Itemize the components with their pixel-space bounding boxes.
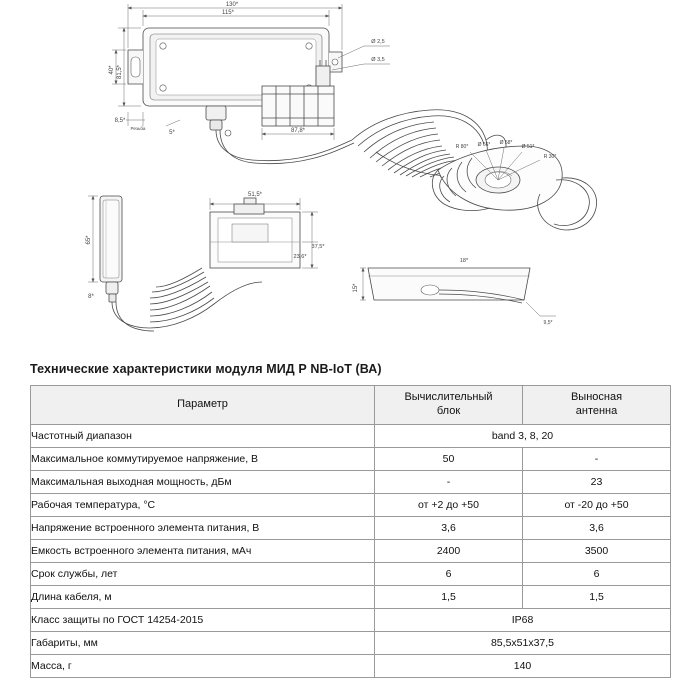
- svg-text:Ø 2,5: Ø 2,5: [371, 39, 385, 45]
- table-row: [31, 655, 671, 678]
- table-row: [31, 517, 671, 540]
- table-row: [31, 494, 671, 517]
- row-parameter: Максимальная выходная мощность, дБм: [31, 471, 375, 494]
- table-body: [31, 425, 671, 678]
- table-row: [31, 540, 671, 563]
- table-header-row: [31, 386, 671, 425]
- header-remote-antenna: [523, 386, 671, 425]
- row-value-b: от -20 до +50: [523, 494, 671, 517]
- specification-table: [30, 385, 671, 678]
- row-value-merged: 85,5x51x37,5: [375, 632, 671, 655]
- svg-text:23,6*: 23,6*: [293, 254, 307, 260]
- header-remote-antenna-line1: Выносная: [570, 391, 623, 404]
- svg-text:81,5*: 81,5*: [117, 64, 123, 80]
- table-row: [31, 632, 671, 655]
- row-value-a: 6: [375, 563, 523, 586]
- row-value-b: 3500: [523, 540, 671, 563]
- svg-text:9,5*: 9,5*: [543, 320, 553, 326]
- specification-section: [30, 362, 670, 678]
- svg-text:65*: 65*: [86, 235, 92, 245]
- row-value-merged: IP68: [375, 609, 671, 632]
- svg-text:Ø 58*: Ø 58*: [499, 140, 513, 146]
- row-value-a: 3,6: [375, 517, 523, 540]
- row-value-a: 2400: [375, 540, 523, 563]
- row-value-a: -: [375, 471, 523, 494]
- row-parameter: Масса, г: [31, 655, 375, 678]
- row-value-a: 50: [375, 448, 523, 471]
- svg-text:40*: 40*: [109, 65, 115, 75]
- svg-text:8,5*: 8,5*: [114, 118, 126, 124]
- header-computing-unit: [375, 386, 523, 425]
- svg-text:51,5*: 51,5*: [247, 192, 263, 198]
- row-value-b: 3,6: [523, 517, 671, 540]
- svg-text:8*: 8*: [88, 294, 94, 300]
- svg-text:37,5*: 37,5*: [311, 244, 325, 250]
- row-value-a: от +2 до +50: [375, 494, 523, 517]
- row-value-merged: 140: [375, 655, 671, 678]
- svg-text:18*: 18*: [459, 258, 469, 264]
- row-value-b: 6: [523, 563, 671, 586]
- header-computing-unit-line1: Вычислительный: [404, 391, 493, 404]
- row-parameter: Емкость встроенного элемента питания, мАч: [31, 540, 375, 563]
- svg-text:R 80*: R 80*: [455, 144, 469, 150]
- table-row: [31, 448, 671, 471]
- table-row: [31, 563, 671, 586]
- svg-text:115*: 115*: [222, 10, 234, 16]
- row-parameter: Напряжение встроенного элемента питания, В: [31, 517, 375, 540]
- table-header: [31, 386, 671, 425]
- svg-text:130*: 130*: [225, 2, 239, 8]
- svg-text:Ø 66*: Ø 66*: [477, 142, 491, 148]
- row-parameter: Рабочая температура, °С: [31, 494, 375, 517]
- header-computing-unit-line2: блок: [436, 405, 461, 417]
- row-parameter: Класс защиты по ГОСТ 14254-2015: [31, 609, 375, 632]
- row-parameter: Частотный диапазон: [31, 425, 375, 448]
- row-parameter: Максимальное коммутируемое напряжение, В: [31, 448, 375, 471]
- header-parameter: Параметр: [31, 386, 375, 425]
- row-parameter: Длина кабеля, м: [31, 586, 375, 609]
- row-parameter: Срок службы, лет: [31, 563, 375, 586]
- table-title: Технические характеристики модуля МИД Р NB-IoT (ВА): [30, 362, 382, 376]
- svg-text:87,8*: 87,8*: [290, 128, 306, 134]
- table-row: [31, 471, 671, 494]
- svg-text:Резьба: Резьба: [130, 126, 146, 131]
- row-value-b: -: [523, 448, 671, 471]
- svg-text:Ø 51*: Ø 51*: [521, 144, 535, 150]
- row-value-b: 23: [523, 471, 671, 494]
- svg-text:15*: 15*: [353, 283, 359, 293]
- table-row: [31, 609, 671, 632]
- row-value-merged: band 3, 8, 20: [375, 425, 671, 448]
- row-value-b: 1,5: [523, 586, 671, 609]
- header-remote-antenna-line2: антенна: [575, 405, 618, 417]
- svg-text:R 30*: R 30*: [543, 154, 557, 160]
- svg-text:5*: 5*: [169, 130, 175, 136]
- svg-text:Ø 3,5: Ø 3,5: [371, 57, 385, 63]
- row-value-a: 1,5: [375, 586, 523, 609]
- row-parameter: Габариты, мм: [31, 632, 375, 655]
- table-row: [31, 425, 671, 448]
- table-row: [31, 586, 671, 609]
